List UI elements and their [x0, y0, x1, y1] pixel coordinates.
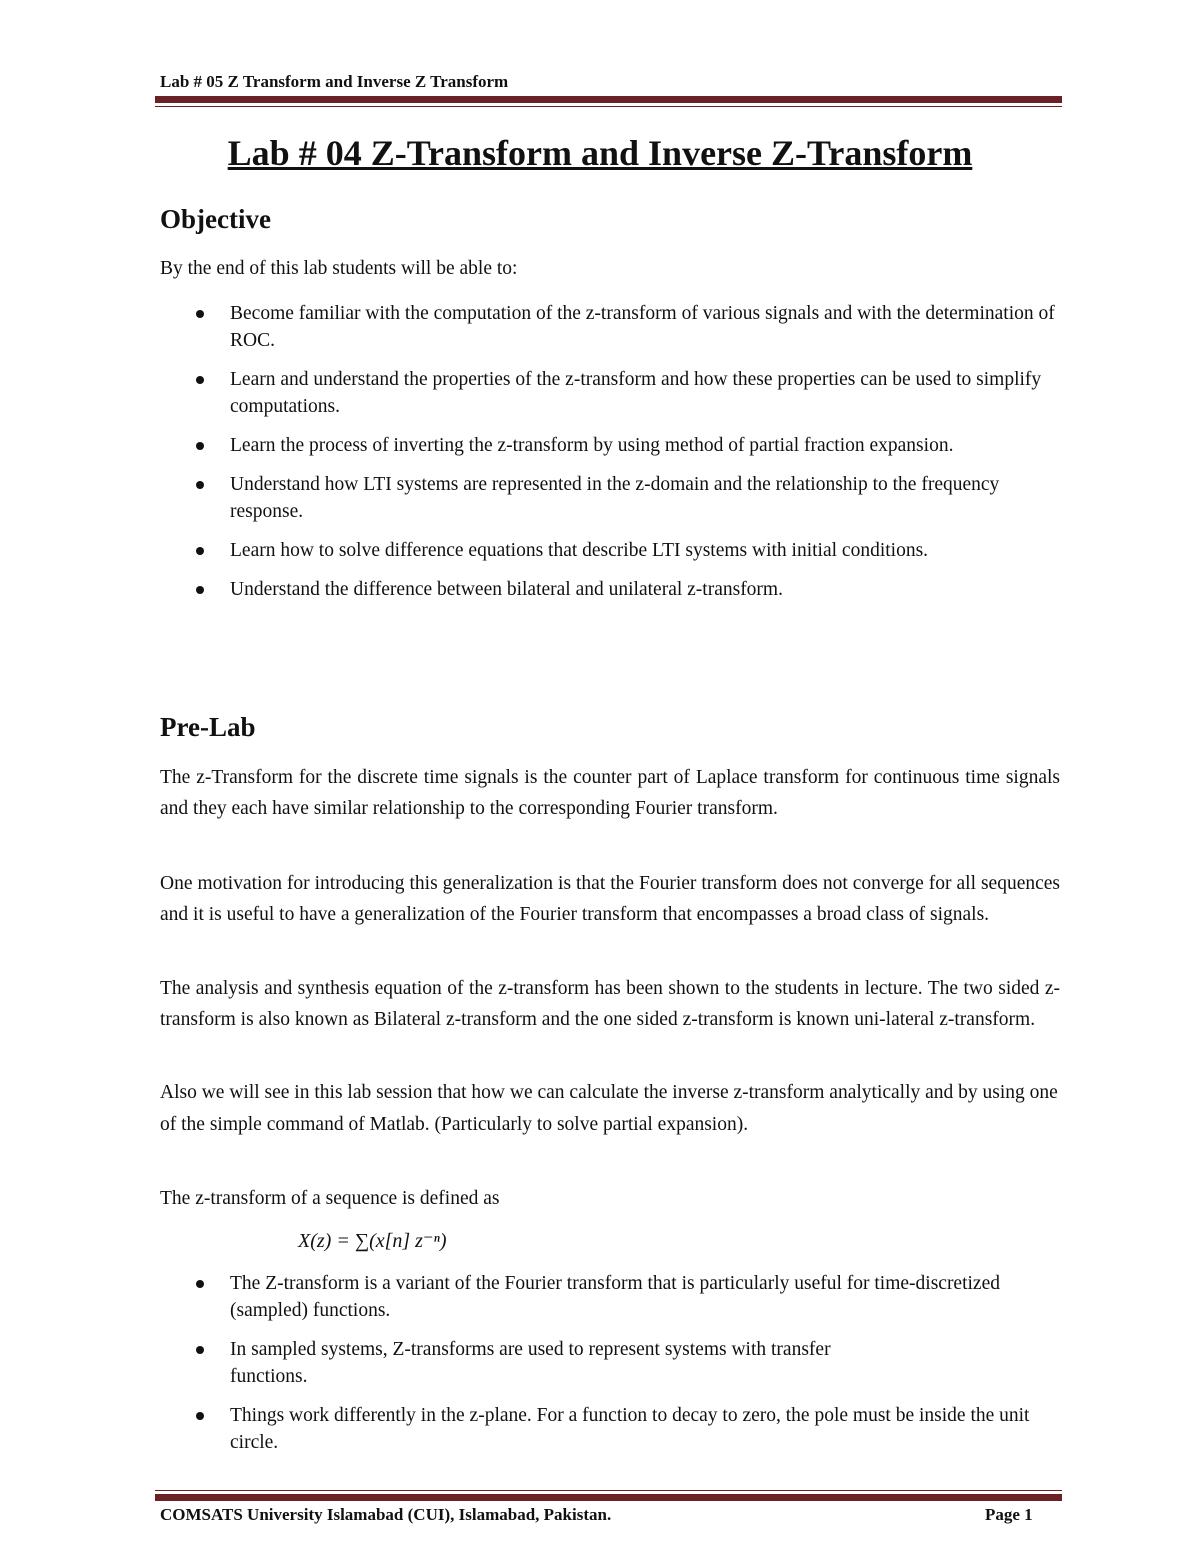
list-item-text: In sampled systems, Z-transforms are used to represent systems with transfer functions. [230, 1339, 831, 1387]
list-item [160, 1336, 1060, 1390]
list-item-text: Become familiar with the computation of the z-transform of various signals and with the determination of ROC. [230, 303, 1055, 351]
prelab-list [160, 1270, 1060, 1468]
bullet-icon [196, 481, 204, 489]
prelab-paragraph-1: The z-Transform for the discrete time signals is the counter part of Laplace transform for continuous time signals and they each have similar relationship to the corresponding Fourier transform. [160, 767, 1060, 819]
list-item-text: Things work differently in the z-plane. For a function to decay to zero, the pole must be inside the unit circle. [230, 1405, 1030, 1453]
footer-rule-thin [155, 1490, 1062, 1491]
list-item-text: Learn the process of inverting the z-transform by using method of partial fraction expansion. [230, 435, 954, 456]
list-item [160, 576, 1060, 603]
bullet-icon [196, 442, 204, 450]
running-header: Lab # 05 Z Transform and Inverse Z Transform [160, 72, 509, 91]
list-item-text: Understand how LTI systems are represented in the z-domain and the relationship to the frequency response. [230, 474, 1000, 522]
footer-rule-thick [155, 1494, 1062, 1501]
footer-institution: COMSATS University Islamabad (CUI), Islamabad, Pakistan. [160, 1505, 612, 1524]
bullet-icon [196, 547, 204, 555]
list-item [160, 537, 1060, 564]
z-transform-formula: X(z) = ∑(x[n] z⁻ⁿ) [298, 1230, 447, 1252]
bullet-icon [196, 1412, 204, 1420]
prelab-paragraph-5: The z-transform of a sequence is defined as [160, 1188, 500, 1209]
bullet-icon [196, 310, 204, 318]
objective-intro: By the end of this lab students will be able to: [160, 258, 518, 279]
objective-heading: Objective [160, 204, 271, 234]
bullet-icon [196, 1346, 204, 1354]
list-item [160, 366, 1060, 420]
prelab-heading: Pre-Lab [160, 712, 256, 742]
header-rule-thin [155, 106, 1062, 107]
prelab-paragraph-2: One motivation for introducing this generalization is that the Fourier transform does not converge for all sequences and it is useful to have a generalization of the Fourier transform that encompasses a broad class of signals. [160, 873, 1060, 925]
header-rule-thick [155, 96, 1062, 103]
list-item [160, 1270, 1060, 1324]
list-item-text: The Z-transform is a variant of the Fourier transform that is particularly useful for time-discretized (sampled) functions. [230, 1273, 1000, 1321]
objective-list [160, 300, 1060, 615]
list-item [160, 432, 1060, 459]
bullet-icon [196, 586, 204, 594]
page-number: Page 1 [985, 1505, 1033, 1524]
list-item-text: Learn and understand the properties of the z-transform and how these properties can be used to simplify computations. [230, 369, 1042, 417]
list-item [160, 1402, 1060, 1456]
prelab-paragraph-3: The analysis and synthesis equation of the z-transform has been shown to the students in lecture. The two sided z-transform is also known as Bilateral z-transform and the one sided z-transform is known uni-lateral z-transform. [160, 978, 1060, 1030]
bullet-icon [196, 376, 204, 384]
list-item-text: Understand the difference between bilateral and unilateral z-transform. [230, 579, 783, 600]
list-item [160, 471, 1060, 525]
list-item [160, 300, 1060, 354]
bullet-icon [196, 1280, 204, 1288]
list-item-text: Learn how to solve difference equations that describe LTI systems with initial conditions. [230, 540, 929, 561]
prelab-paragraph-4: Also we will see in this lab session that how we can calculate the inverse z-transform analytically and by using one of the simple command of Matlab. (Particularly to solve partial expansion). [160, 1082, 1058, 1135]
page-title: Lab # 04 Z-Transform and Inverse Z-Transform [227, 133, 973, 173]
